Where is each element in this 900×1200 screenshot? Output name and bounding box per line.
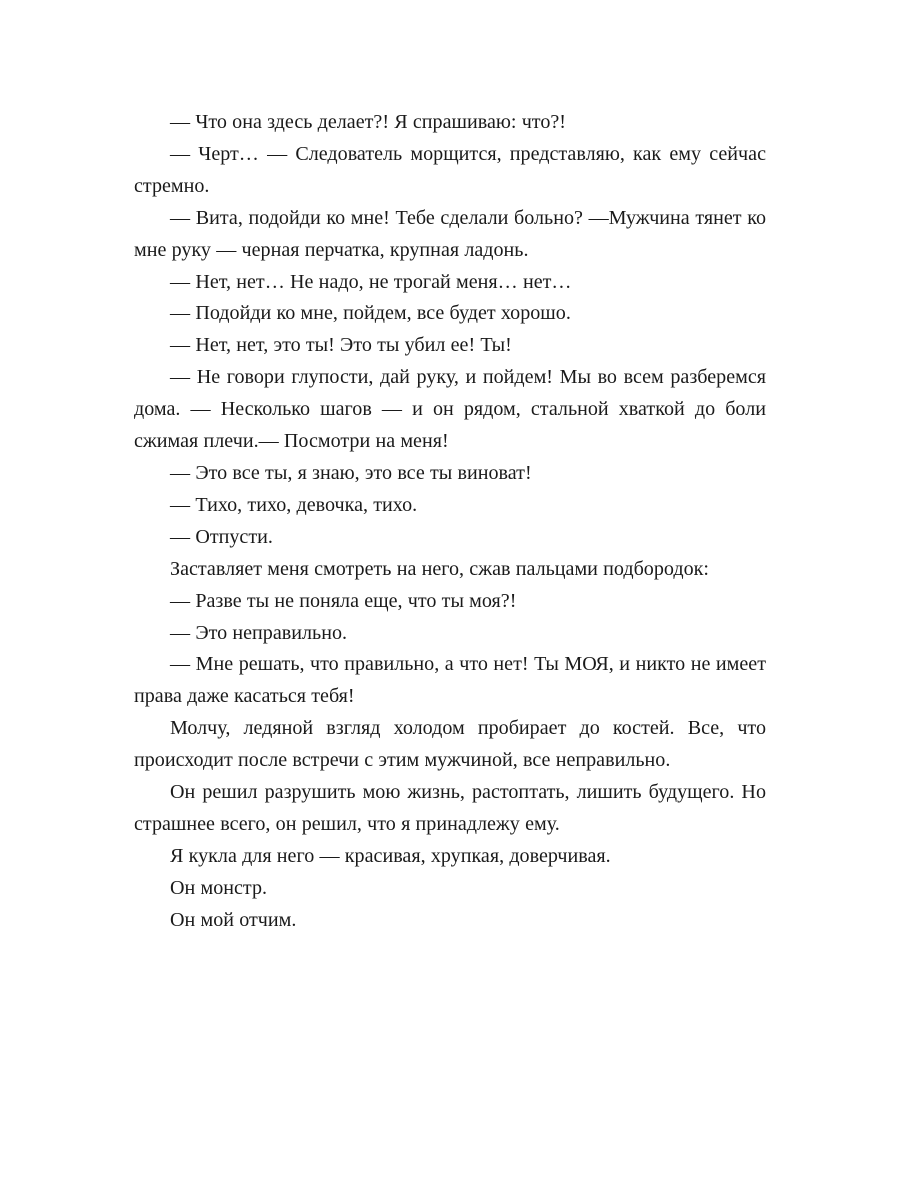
paragraph: — Разве ты не поняла еще, что ты моя?! — [170, 589, 517, 612]
paragraph: — Тихо, тихо, девочка, тихо. — [170, 493, 418, 516]
paragraph: Он мой отчим. — [170, 908, 297, 931]
paragraph: Он решил разрушить мою жизнь, растоптать, лишить будущего. Но страшнее всего, он решил, что я принадлежу ему. — [134, 781, 766, 835]
page-text-column — [134, 107, 766, 937]
paragraph: Заставляет меня смотреть на него, сжав пальцами подбородок: — [170, 557, 709, 580]
paragraph: — Отпусти. — [170, 525, 273, 548]
paragraph: — Черт… — Следователь морщится, представляю, как ему сейчас стремно. — [134, 142, 766, 197]
paragraph: Я кукла для него — красивая, хрупкая, доверчивая. — [170, 844, 611, 867]
paragraph: — Не говори глупости, дай руку, и пойдем! Мы во всем разберемся дома. — Несколько шагов — и он рядом, стальной хваткой до боли сжимая плечи.— Посмотри на меня! — [134, 366, 766, 453]
paragraph: — Что она здесь делает?! Я спрашиваю: что?! — [170, 111, 566, 133]
paragraph: — Это неправильно. — [170, 621, 348, 644]
paragraph: Он монстр. — [170, 876, 268, 899]
paragraph: — Нет, нет… Не надо, не трогай меня… нет… — [170, 270, 572, 293]
paragraph: — Вита, подойди ко мне! Тебе сделали больно? —Мужчина тянет ко мне руку — черная перчатка, крупная ладонь. — [134, 206, 766, 261]
paragraph: Молчу, ледяной взгляд холодом пробирает до костей. Все, что происходит после встречи с этим мужчиной, все неправильно. — [134, 717, 766, 772]
paragraph: — Это все ты, я знаю, это все ты виноват! — [170, 461, 532, 484]
paragraph: — Подойди ко мне, пойдем, все будет хорошо. — [170, 302, 571, 325]
paragraph: — Нет, нет, это ты! Это ты убил ее! Ты! — [170, 334, 512, 357]
paragraph: — Мне решать, что правильно, а что нет! Ты МОЯ, и никто не имеет права даже касаться тебя! — [134, 653, 766, 708]
